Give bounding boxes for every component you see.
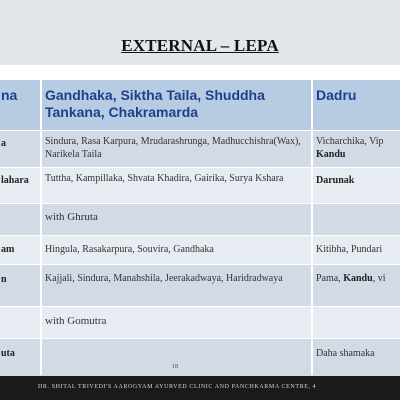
column-divider xyxy=(311,80,313,375)
row-label: n xyxy=(1,274,7,285)
row-label: uta xyxy=(1,348,15,359)
header-col-3: Dadru xyxy=(316,87,357,103)
table-header-row xyxy=(0,80,400,130)
row-label xyxy=(0,307,37,338)
table-row xyxy=(0,130,400,167)
table-row xyxy=(0,338,400,376)
header-col-2: Gandhaka, Siktha Taila, Shuddha Tankana, Chakramarda xyxy=(45,87,265,120)
row-ingredients xyxy=(42,339,308,376)
row-indication: Daha shamaka xyxy=(316,348,375,359)
row-indication: Darunak xyxy=(316,175,355,186)
row-indication xyxy=(313,131,400,167)
slide-title: EXTERNAL – LEPA xyxy=(121,36,279,55)
table-row xyxy=(0,235,400,264)
indication-emphasis: Kandu xyxy=(316,149,346,160)
row-indication xyxy=(313,204,400,235)
table-row xyxy=(0,167,400,203)
indication-emphasis: Kandu xyxy=(343,273,373,284)
row-ingredients: with Gomutra xyxy=(45,315,107,327)
table-row xyxy=(0,306,400,338)
page-number: 18 xyxy=(172,364,178,370)
row-ingredients: Hingula, Rasakarpura, Souvira, Gandhaka xyxy=(45,244,214,255)
row-label xyxy=(0,204,37,235)
footer-bar xyxy=(0,376,400,400)
header-col-1: na xyxy=(1,87,18,103)
row-label: a xyxy=(1,138,6,149)
row-ingredients: Tuttha, Kampillaka, Shvata Khadira, Gairika, Surya Kshara xyxy=(45,173,284,184)
indication-text: Pama, xyxy=(316,273,344,284)
indication-text-tail: , vi xyxy=(372,273,386,284)
row-label: am xyxy=(1,244,15,255)
indication-text: Vicharchika, Vip xyxy=(316,136,384,147)
row-indication xyxy=(313,307,400,338)
footer-text: DR. SHITAL TRIVEDI'S AAROGYAM AYURVED CLINIC AND PANCHKARMA CENTRE, 4 xyxy=(38,384,317,390)
row-indication xyxy=(313,265,400,306)
column-divider xyxy=(40,80,42,375)
row-ingredients: Sindura, Rasa Karpura, Mrudarashrunga, Madhucchishra(Wax), Narikela Taila xyxy=(45,136,301,160)
table-row xyxy=(0,264,400,306)
row-label: lahara xyxy=(1,175,29,186)
title-bar xyxy=(0,0,400,65)
row-ingredients: Kajjali, Sindura, Manahshila, Jeerakadwaya, Haridradwaya xyxy=(45,273,283,284)
row-indication: Kitibha, Pundari xyxy=(316,244,383,255)
table-row xyxy=(0,203,400,235)
row-ingredients: with Ghruta xyxy=(45,211,98,223)
